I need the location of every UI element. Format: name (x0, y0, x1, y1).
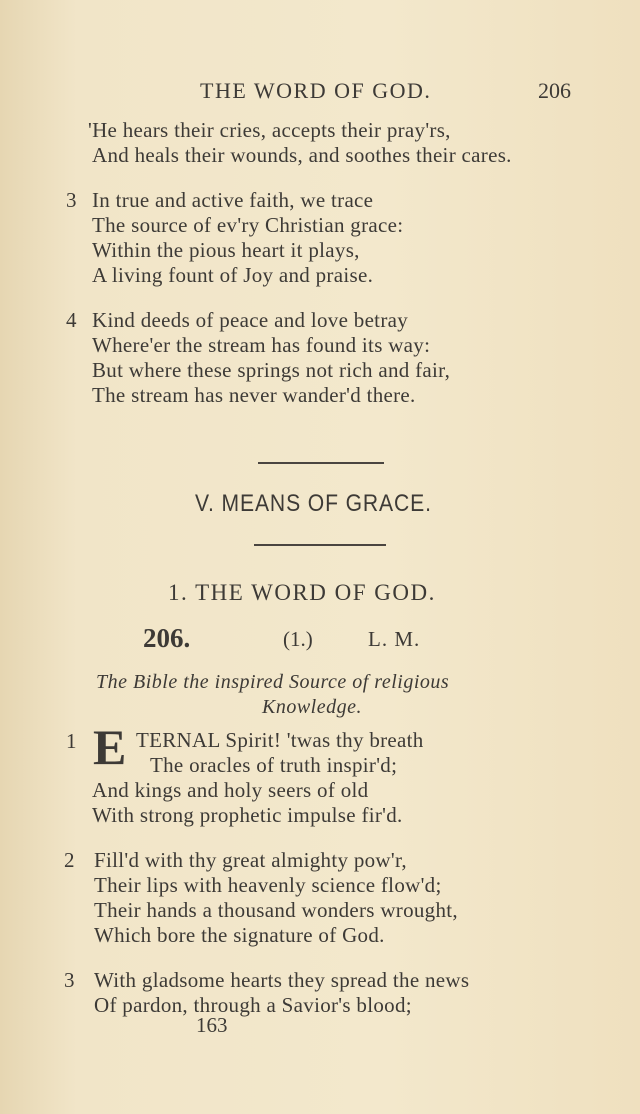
verse-line: The stream has never wander'd there. (92, 383, 416, 407)
verse-line: In true and active faith, we trace (92, 188, 374, 212)
verse-line: And kings and holy seers of old (92, 778, 369, 802)
section-rule-bottom (254, 544, 386, 546)
running-header-title: THE WORD OF GOD. (200, 78, 432, 103)
hymn-subtitle-line1: The Bible the inspired Source of religious (96, 671, 450, 693)
hymn-number: 206. (143, 623, 191, 653)
hymn-subtitle-line2: Knowledge. (262, 696, 362, 718)
verse-line: With gladsome hearts they spread the news (94, 968, 470, 992)
verse-line: 'He hears their cries, accepts their pray'rs, (88, 118, 451, 142)
verse-line: Their lips with heavenly science flow'd; (94, 873, 442, 897)
running-header-page-number: 206 (538, 78, 571, 103)
drop-cap: E (93, 719, 127, 775)
section-rule-top (258, 462, 384, 464)
verse-line: Fill'd with thy great almighty pow'r, (94, 848, 407, 872)
verse-line: A living fount of Joy and praise. (92, 263, 374, 287)
verse-line: With strong prophetic impulse fir'd. (92, 803, 403, 827)
hymn-index: (1.) (283, 627, 313, 651)
verse-line: Their hands a thousand wonders wrought, (94, 898, 458, 922)
verse-line: But where these springs not rich and fair, (92, 358, 451, 382)
verse-line: Which bore the signature of God. (94, 923, 385, 947)
stanza-number: 2 (64, 848, 75, 872)
stanza-number: 3 (66, 188, 77, 212)
verse-line: TERNAL Spirit! 'twas thy breath (136, 728, 424, 752)
verse-line: And heals their wounds, and soothes their cares. (92, 143, 512, 167)
verse-line: Where'er the stream has found its way: (92, 333, 431, 357)
section-title: V. MEANS OF GRACE. (195, 490, 432, 517)
stanza-number: 1 (66, 729, 77, 753)
verse-line: The oracles of truth inspir'd; (150, 753, 398, 777)
subsection-title: 1. THE WORD OF GOD. (168, 580, 436, 605)
verse-line: Within the pious heart it plays, (92, 238, 360, 262)
hymn-meter: L. M. (368, 627, 421, 651)
footer-page-number: 163 (196, 1013, 228, 1037)
verse-line: The source of ev'ry Christian grace: (92, 213, 404, 237)
stanza-number: 3 (64, 968, 75, 992)
stanza-number: 4 (66, 308, 77, 332)
verse-line: Kind deeds of peace and love betray (92, 308, 409, 332)
verse-line: Of pardon, through a Savior's blood; (94, 993, 412, 1017)
